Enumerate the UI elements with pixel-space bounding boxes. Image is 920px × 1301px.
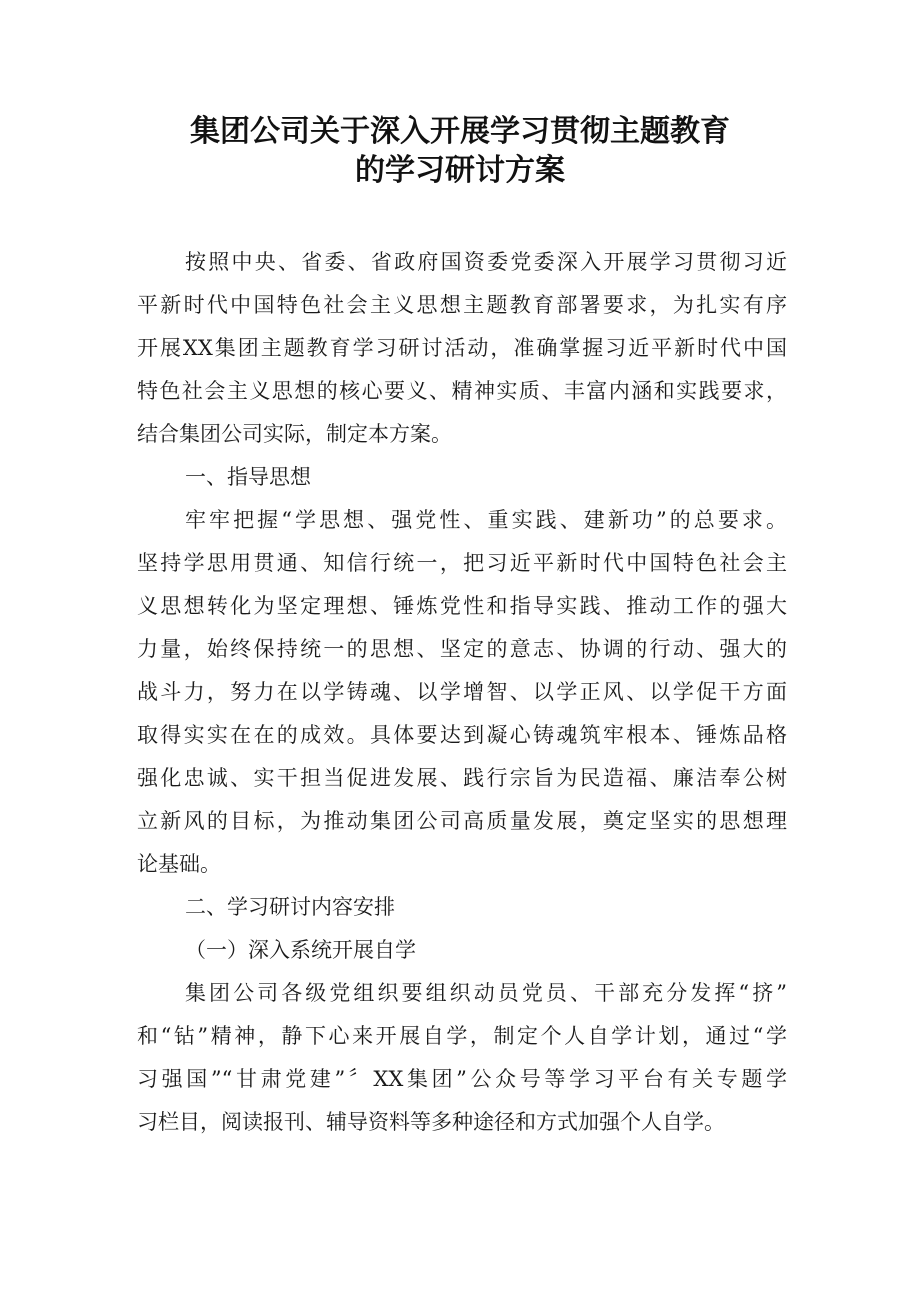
body-line-13: 强化忠诚、实干担当促进发展、践行宗旨为民造福、廉洁奉公树 (137, 766, 787, 790)
section-heading-study-arrangement: 二、学习研讨内容安排 (185, 895, 395, 919)
document-title-line-1: 集团公司关于深入开展学习贯彻主题教育 (190, 114, 730, 149)
body-line-19: 和“钻”精神，静下心来开展自学，制定个人自学计划，通过“学 (137, 1024, 787, 1048)
body-line-4: 特色社会主义思想的核心要义、精神实质、丰富内涵和实践要求， (137, 379, 787, 403)
body-line-15: 论基础。 (137, 852, 221, 876)
body-line-5: 结合集团公司实际，制定本方案。 (137, 422, 452, 446)
body-line-7: 牢牢把握“学思想、强党性、重实践、建新功”的总要求。 (185, 508, 787, 532)
body-line-20: 习强国”“甘肃党建”〞XX集团”公众号等学习平台有关专题学 (137, 1067, 787, 1091)
body-line-10: 力量，始终保持统一的思想、坚定的意志、协调的行动、强大的 (137, 637, 787, 661)
body-line-9: 义思想转化为坚定理想、锤炼党性和指导实践、推动工作的强大 (137, 594, 787, 618)
document-title-line-2: 的学习研讨方案 (355, 153, 565, 188)
body-line-18: 集团公司各级党组织要组织动员党员、干部充分发挥“挤” (185, 981, 787, 1005)
body-line-3: 开展XX集团主题教育学习研讨活动，准确掌握习近平新时代中国 (137, 336, 787, 360)
body-line-2: 平新时代中国特色社会主义思想主题教育部署要求，为扎实有序 (137, 293, 787, 317)
subsection-heading-self-study: （一）深入系统开展自学 (185, 938, 416, 962)
body-line-12: 取得实实在在的成效。具体要达到凝心铸魂筑牢根本、锤炼品格 (137, 723, 787, 747)
body-line-21: 习栏目，阅读报刊、辅导资料等多种途径和方式加强个人自学。 (137, 1110, 725, 1134)
body-line-11: 战斗力，努力在以学铸魂、以学增智、以学正风、以学促干方面 (137, 680, 787, 704)
body-line-8: 坚持学思用贯通、知信行统一，把习近平新时代中国特色社会主 (137, 551, 787, 575)
body-line-1: 按照中央、省委、省政府国资委党委深入开展学习贯彻习近 (185, 250, 787, 274)
section-heading-guiding-ideology: 一、指导思想 (185, 465, 311, 489)
body-line-14: 立新风的目标，为推动集团公司高质量发展，奠定坚实的思想理 (137, 809, 787, 833)
